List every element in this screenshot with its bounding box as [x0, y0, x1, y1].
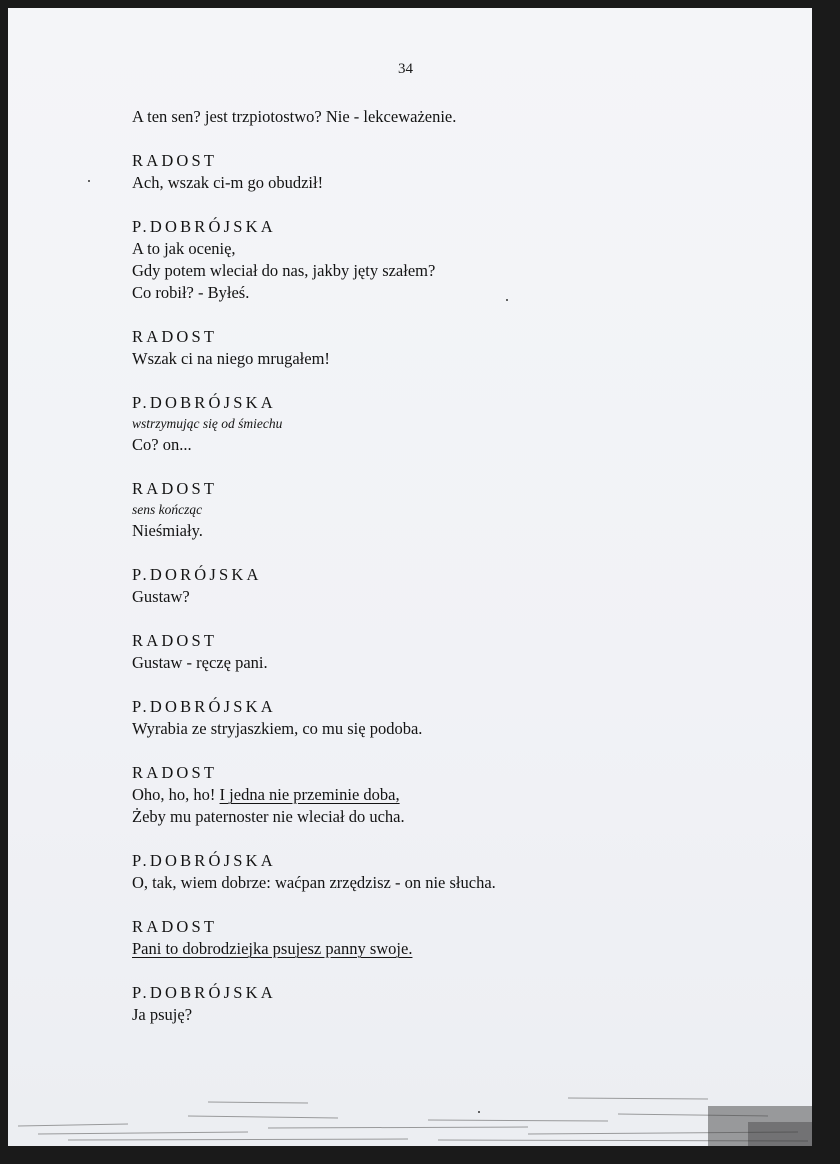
verse-line: Ja psuję? [132, 1005, 193, 1024]
speaker-name: P.DOBRÓJSKA [132, 393, 276, 412]
speaker-name: RADOST [132, 631, 218, 650]
speaker-name: RADOST [132, 763, 218, 782]
speaker-name: RADOST [132, 917, 218, 936]
underlined-fragment: I jedna nie przeminie doba, [219, 785, 400, 804]
verse-line: Wszak ci na niego mrugałem! [132, 349, 330, 368]
verse-line: Co? on... [132, 435, 192, 454]
dialogue-text [132, 106, 772, 1026]
speaker-name: RADOST [132, 151, 218, 170]
scan-speck [478, 1111, 480, 1113]
verse-fragment: Oho, ho, ho! [132, 785, 220, 804]
verse-line: Ach, wszak ci-m go obudził! [132, 173, 324, 192]
scan-speck [506, 299, 508, 301]
speaker-name: P.DOBRÓJSKA [132, 983, 276, 1002]
speaker-name: P.DOBRÓJSKA [132, 697, 276, 716]
verse-line: Gustaw - ręczę pani. [132, 653, 268, 672]
verse-line: Żeby mu paternoster nie wleciał do ucha. [132, 807, 405, 826]
verse-line [132, 784, 772, 806]
verse-line: Nieśmiały. [132, 521, 203, 540]
document-page [8, 8, 812, 1146]
verse-line: A ten sen? jest trzpiotostwo? Nie - lekceważenie. [132, 107, 457, 126]
underlined-verse-line: Pani to dobrodziejka psujesz panny swoje. [132, 939, 413, 958]
verse-line: Gustaw? [132, 587, 190, 606]
page-number: 34 [398, 61, 413, 77]
stage-direction: sens kończąc [132, 502, 203, 517]
verse-line: A to jak ocenię, [132, 239, 236, 258]
stage-direction: wstrzymując się od śmiechu [132, 416, 283, 431]
scan-noise [8, 1006, 812, 1146]
speaker-name: P.DORÓJSKA [132, 565, 262, 584]
verse-line: Co robił? - Byłeś. [132, 283, 250, 302]
verse-line: Wyrabia ze stryjaszkiem, co mu się podoba. [132, 719, 423, 738]
scan-speck [88, 180, 90, 182]
verse-line: Gdy potem wleciał do nas, jakby jęty szałem? [132, 261, 436, 280]
speaker-name: P.DOBRÓJSKA [132, 217, 276, 236]
speaker-name: P.DOBRÓJSKA [132, 851, 276, 870]
speaker-name: RADOST [132, 479, 218, 498]
verse-line: O, tak, wiem dobrze: waćpan zrzędzisz - on nie słucha. [132, 873, 496, 892]
speaker-name: RADOST [132, 327, 218, 346]
